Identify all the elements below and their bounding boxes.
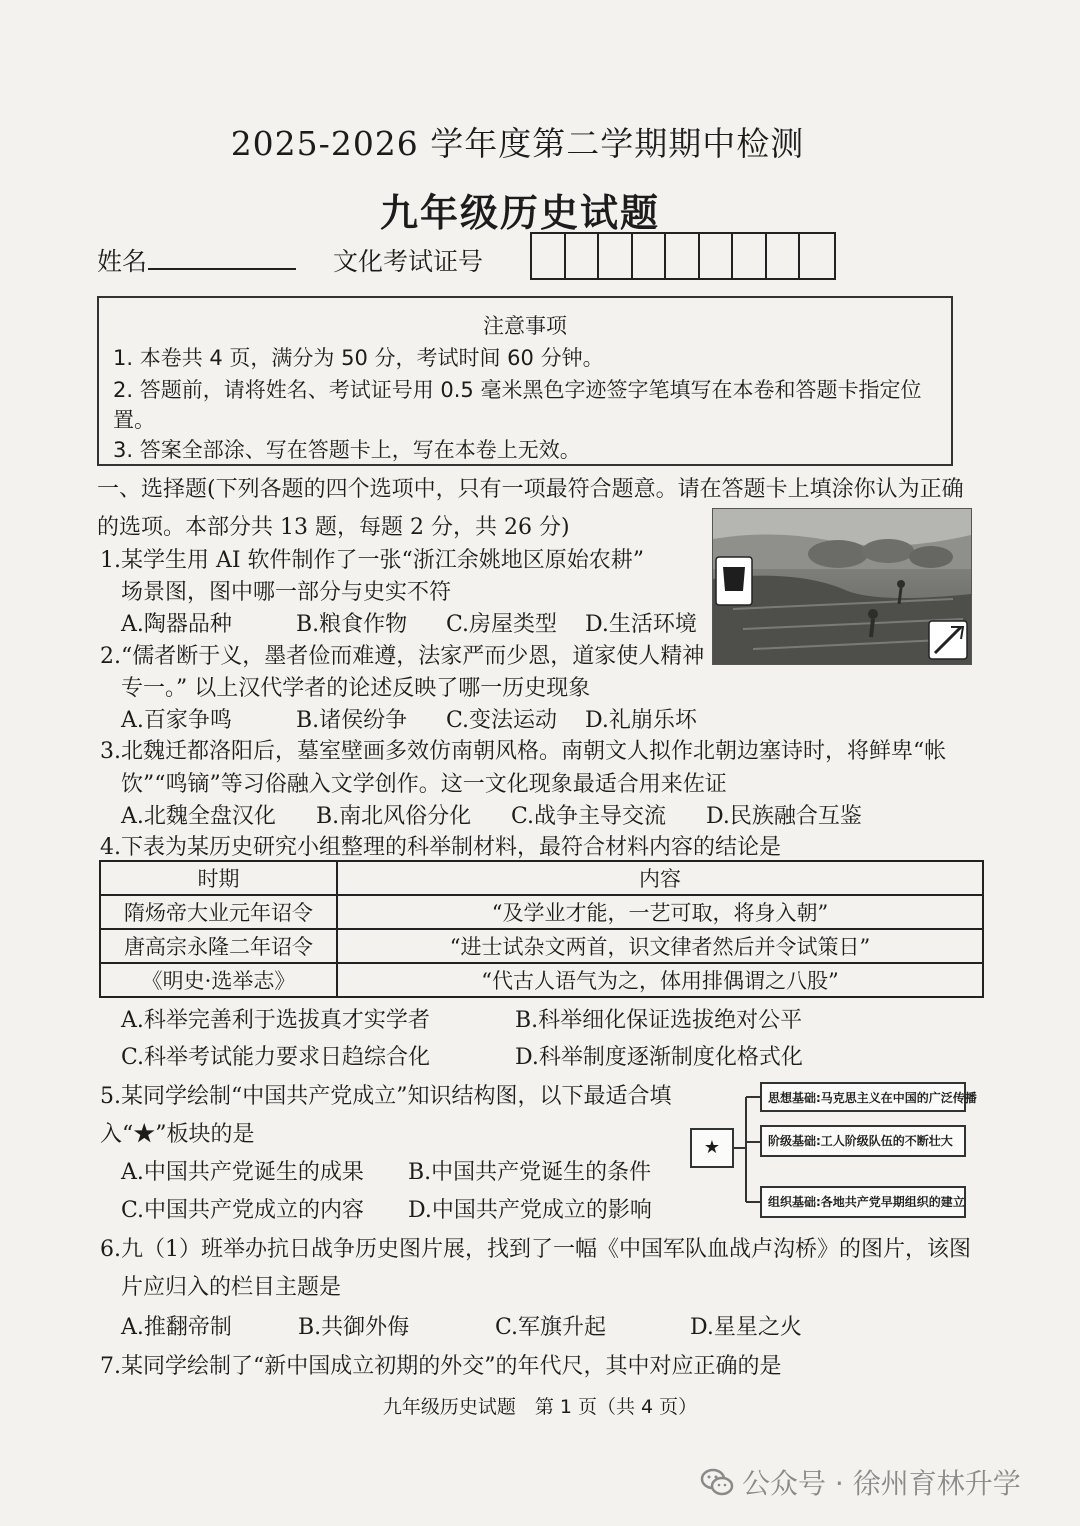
table-cell-period: 隋炀帝大业元年诏令	[100, 895, 337, 929]
name-underline	[148, 268, 296, 270]
table-row	[100, 929, 983, 963]
q5-option-b: B.中国共产党诞生的条件	[408, 1160, 652, 1185]
q3-stem-cont: 饮”“鸣镝”等习俗融入文学创作。这一文化现象最适合用来佐证	[121, 772, 727, 797]
q5-option-a: A.中国共产党诞生的成果	[121, 1160, 364, 1185]
q3-option-a: A.北魏全盘汉化	[121, 804, 276, 829]
id-number-boxes	[530, 232, 836, 280]
q1-stem: 1.某学生用 AI 软件制作了一张“浙江余姚地区原始农耕”	[100, 548, 645, 573]
wechat-icon	[700, 1467, 734, 1497]
q5-stem: 5.某同学绘制“中国共产党成立”知识结构图，以下最适合填	[100, 1084, 672, 1109]
page-footer: 九年级历史试题 第 1 页（共 4 页）	[382, 1396, 698, 1418]
q3-option-b: B.南北风俗分化	[316, 804, 472, 829]
q4-option-b: B.科举细化保证选拔绝对公平	[515, 1008, 803, 1033]
q4-keju-table	[99, 860, 984, 998]
q4-option-c: C.科举考试能力要求日趋综合化	[121, 1045, 431, 1070]
section-instructions-cont: 的选项。本部分共 13 题，每题 2 分，共 26 分)	[97, 515, 570, 540]
q4-stem: 4.下表为某历史研究小组整理的科举制材料，最符合材料内容的结论是	[100, 835, 781, 860]
table-cell-period: 唐高宗永隆二年诏令	[100, 929, 337, 963]
table-header-period: 时期	[100, 861, 337, 895]
q5-option-c: C.中国共产党成立的内容	[121, 1198, 365, 1223]
farming-scene-illustration	[713, 509, 971, 664]
q2-stem: 2.“儒者断于义，墨者俭而难遵，法家严而少恩，道家使人精神	[100, 644, 705, 669]
q2-option-a: A.百家争鸣	[121, 708, 232, 733]
table-row	[100, 963, 983, 997]
q2-option-b: B.诸侯纷争	[296, 708, 408, 733]
table-header-row	[100, 861, 983, 895]
q6-option-b: B.共御外侮	[298, 1315, 410, 1340]
q2-option-c: C.变法运动	[446, 708, 558, 733]
id-label: 文化考试证号	[333, 247, 484, 276]
q5-stem-cont: 入“★”板块的是	[100, 1122, 255, 1147]
q2-option-d: D.礼崩乐坏	[585, 708, 697, 733]
section-instructions: 一、选择题(下列各题的四个选项中，只有一项最符合题意。请在答题卡上填涂你认为正确	[97, 477, 964, 502]
q3-option-d: D.民族融合互鉴	[706, 804, 862, 829]
q3-option-c: C.战争主导交流	[511, 804, 667, 829]
notice-item: 2. 答题前，请将姓名、考试证号用 0.5 毫米黑色字迹签字笔填写在本卷和答题卡指定位	[113, 378, 922, 402]
table-cell-content: “代古人语气为之，体用排偶谓之八股”	[337, 963, 983, 997]
q1-option-d: D.生活环境	[585, 612, 697, 637]
table-cell-period: 《明史·选举志》	[100, 963, 337, 997]
diagram-star-box: ★	[690, 1128, 734, 1168]
notice-item: 1. 本卷共 4 页，满分为 50 分，考试时间 60 分钟。	[113, 346, 604, 370]
q3-stem: 3.北魏迁都洛阳后，墓室壁画多效仿南朝风格。南朝文人拟作北朝边塞诗时，将鲜卑“帐	[100, 739, 947, 764]
watermark	[700, 1462, 1021, 1502]
notice-title: 注意事项	[483, 314, 567, 338]
notice-item: 置。	[113, 408, 155, 432]
q1-option-c: C.房屋类型	[446, 612, 558, 637]
q6-stem-cont: 片应归入的栏目主题是	[121, 1275, 342, 1300]
q1-option-b: B.粮食作物	[296, 612, 408, 637]
q1-stem-cont: 场景图，图中哪一部分与史实不符	[121, 580, 452, 605]
table-cell-content: “及学业才能，一艺可取，将身入朝”	[337, 895, 983, 929]
exam-subtitle: 九年级历史试题	[379, 190, 660, 235]
table-cell-content: “进士试杂文两首，识文律者然后并令试策日”	[337, 929, 983, 963]
watermark-text: 公众号 · 徐州育林升学	[742, 1467, 1021, 1500]
q6-option-c: C.军旗升起	[495, 1315, 607, 1340]
q6-option-d: D.星星之火	[690, 1315, 802, 1340]
diagram-box-class: 阶级基础:工人阶级队伍的不断壮大	[760, 1125, 966, 1157]
q6-stem: 6.九（1）班举办抗日战争历史图片展，找到了一幅《中国军队血战卢沟桥》的图片，该图	[100, 1237, 971, 1262]
notice-box	[97, 296, 953, 466]
name-label: 姓名	[97, 247, 148, 276]
q5-option-d: D.中国共产党成立的影响	[408, 1198, 652, 1223]
notice-item: 3. 答案全部涂、写在答题卡上，写在本卷上无效。	[113, 438, 581, 462]
diagram-box-organization: 组织基础:各地共产党早期组织的建立	[760, 1186, 966, 1218]
table-header-content: 内容	[337, 861, 983, 895]
q4-option-a: A.科举完善利于选拔真才实学者	[121, 1008, 430, 1033]
q4-option-d: D.科举制度逐渐制度化格式化	[515, 1045, 803, 1070]
q1-option-a: A.陶器品种	[121, 612, 232, 637]
table-row	[100, 895, 983, 929]
exam-title: 2025-2026 学年度第二学期期中检测	[230, 124, 805, 163]
q7-stem: 7.某同学绘制了“新中国成立初期的外交”的年代尺，其中对应正确的是	[100, 1354, 782, 1379]
q1-farming-scene-image	[712, 508, 972, 665]
q6-option-a: A.推翻帝制	[121, 1315, 232, 1340]
q2-stem-cont: 专一。” 以上汉代学者的论述反映了哪一历史现象	[121, 676, 591, 701]
diagram-box-ideology: 思想基础:马克思主义在中国的广泛传播	[760, 1082, 966, 1112]
